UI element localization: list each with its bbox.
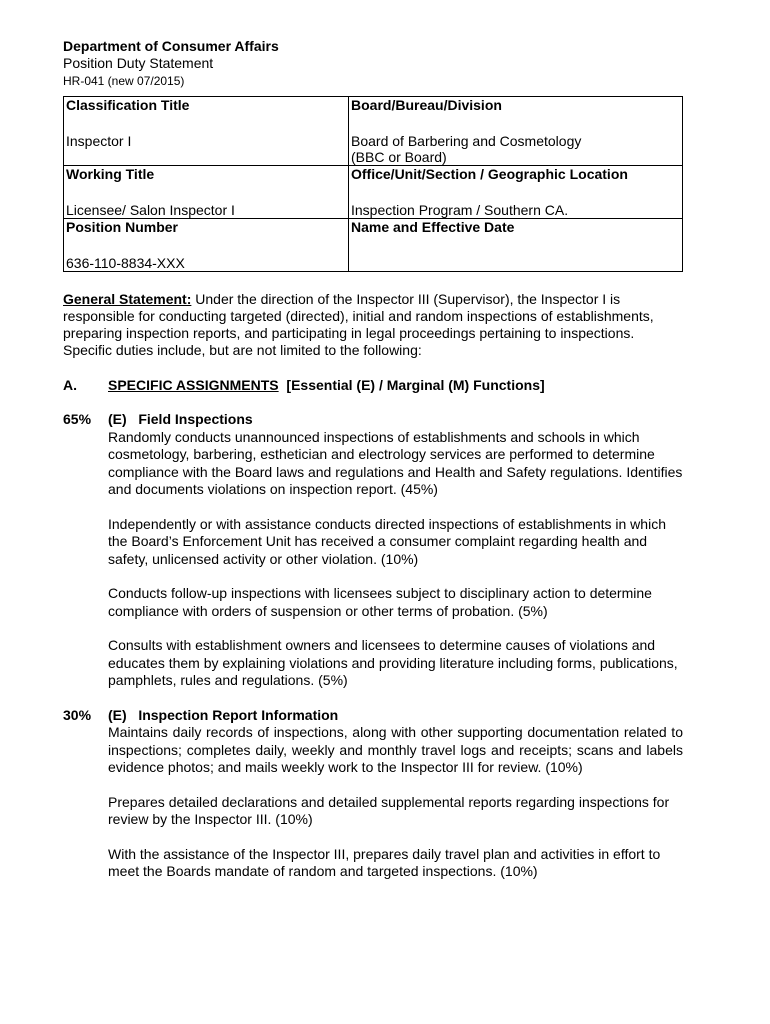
position-number-value: 636-110-8834-XXX: [66, 255, 185, 271]
board-value-line1: Board of Barbering and Cosmetology: [351, 133, 582, 149]
duty-paragraph: Independently or with assistance conducts directed inspections of establishments in which the Board’s Enforcement Unit has received a consumer complaint regarding health and safety, unlicensed activity or other violation. (10%): [108, 515, 666, 567]
duty-paragraph: Randomly conducts unannounced inspections of establishments and schools in which cosmetology, barbering, esthetician and electrology services are performed to determine compliance with the Board laws and regulations and Health and Safety regulations. Identifies and documents violations on inspection report. (45%): [108, 428, 683, 497]
section-a-heading: [63, 377, 683, 394]
office-value: Inspection Program / Southern CA.: [351, 202, 569, 218]
classification-title-value: Inspector I: [66, 133, 132, 149]
duty-paragraph: Prepares detailed declarations and detailed supplemental reports regarding inspections for review by the Inspector III. (10%): [108, 793, 670, 827]
name-date-cell: [349, 219, 683, 272]
working-title-value: Licensee/ Salon Inspector I: [66, 202, 235, 218]
section-title: SPECIFIC ASSIGNMENTS: [108, 377, 279, 393]
duty-paragraph: Maintains daily records of inspections, along with other supporting documentation related to inspections; completes daily, weekly and monthly travel logs and receipts; scans and labels evidence photos; and mails weekly work to the Inspector III for review. (10%): [108, 724, 683, 775]
duty-title: (E) Field Inspections: [108, 411, 253, 427]
office-label: Office/Unit/Section / Geographic Location: [351, 166, 628, 182]
position-number-cell: [64, 219, 349, 272]
general-statement-label: General Statement:: [63, 291, 192, 307]
duty-paragraph: Consults with establishment owners and licensees to determine causes of violations and educates them by explaining violations and providing literature including forms, publications, pamphlets, rules and regulations. (5%): [108, 637, 678, 688]
section-subtitle: [Essential (E) / Marginal (M) Functions]: [278, 377, 545, 393]
duty-field-inspections: [63, 411, 683, 690]
classification-title-label: Classification Title: [66, 97, 190, 113]
classification-title-cell: [64, 97, 349, 166]
duty-inspection-report-information: [63, 707, 683, 881]
name-date-label: Name and Effective Date: [351, 219, 515, 235]
general-statement-text: Under the direction of the Inspector III (Supervisor), the Inspector I is responsible for conducting targeted (directed), initial and random inspections of establishments, preparing inspection reports, and participating in legal proceedings pertaining to inspections. Specific duties include, but are not limited to the following:: [63, 291, 654, 358]
duty-percent: 30%: [63, 706, 92, 723]
office-cell: [349, 166, 683, 219]
document-page: [63, 38, 683, 881]
board-value-line2: (BBC or Board): [351, 149, 447, 165]
section-letter: A.: [63, 377, 77, 393]
general-statement: [63, 291, 683, 359]
working-title-cell: [64, 166, 349, 219]
form-number: HR-041 (new 07/2015): [63, 74, 185, 88]
duty-percent: 65%: [63, 411, 92, 427]
position-info-table: [63, 96, 683, 272]
duty-paragraph: Conducts follow-up inspections with licensees subject to disciplinary action to determine compliance with orders of suspension or other terms of probation. (5%): [108, 585, 652, 619]
duty-title: (E) Inspection Report Information: [108, 706, 339, 723]
department-name: Department of Consumer Affairs: [63, 38, 279, 54]
board-cell: [349, 97, 683, 166]
working-title-label: Working Title: [66, 166, 155, 182]
document-title: Position Duty Statement: [63, 55, 214, 71]
duty-paragraph: With the assistance of the Inspector III, prepares daily travel plan and activities in effort to meet the Boards mandate of random and targeted inspections. (10%): [108, 845, 661, 879]
position-number-label: Position Number: [66, 219, 179, 235]
board-label: Board/Bureau/Division: [351, 97, 502, 113]
